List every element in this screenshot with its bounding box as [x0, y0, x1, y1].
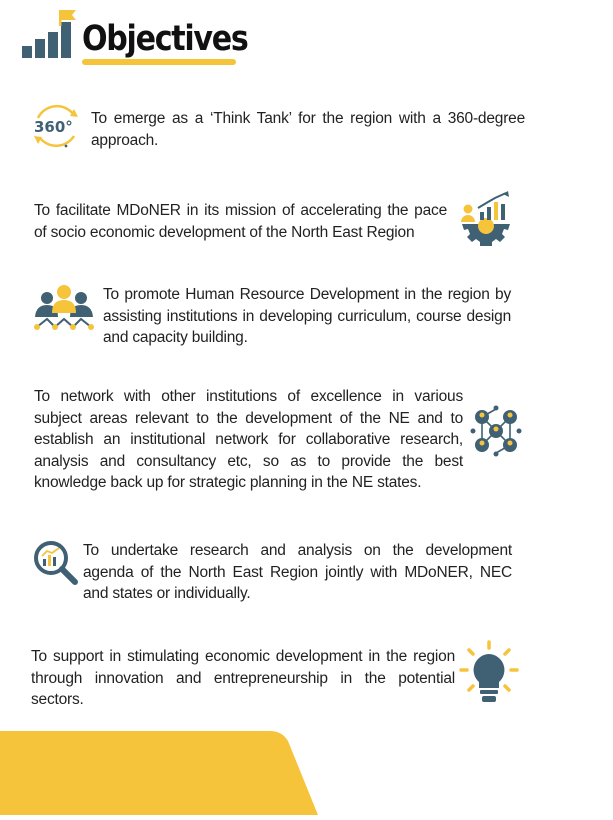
objective-text-4: To network with other institutions of excellence in various subject areas relevant to the development of the NE and to establish an institutional network for collaborative research, analysis and consultancy etc, so as to provide the best knowledge back up for strategic planning in the NE states. [34, 388, 463, 491]
360-degree-icon [30, 102, 82, 152]
bottom-accent-band [0, 731, 613, 815]
objective-text-3: To promote Human Resource Development in the region by assisting institutions in developing curriculum, course design and capacity building. [103, 286, 511, 346]
magnifier-chart-icon [33, 540, 79, 586]
objective-text-6: To support in stimulating economic development in the region through innovation and entrepreneurship in the potential sectors. [31, 648, 455, 708]
title-underline [82, 59, 236, 65]
page-title: Objectives [82, 19, 248, 59]
objective-text-2: To facilitate MDoNER in its mission of accelerating the pace of socio economic development of the North East Region [34, 202, 447, 241]
objective-text-5: To undertake research and analysis on the development agenda of the North East Region jointly with MDoNER, NEC and states or individually. [83, 542, 512, 602]
growth-gear-icon [458, 190, 514, 248]
objective-text-1: To emerge as a ‘Think Tank’ for the region with a 360-degree approach. [91, 110, 525, 149]
header-bar-chart-icon [20, 8, 80, 60]
network-people-icon [470, 405, 522, 457]
svg-text:360°: 360° [34, 118, 73, 136]
lightbulb-icon [457, 640, 521, 706]
team-people-icon [33, 283, 95, 335]
